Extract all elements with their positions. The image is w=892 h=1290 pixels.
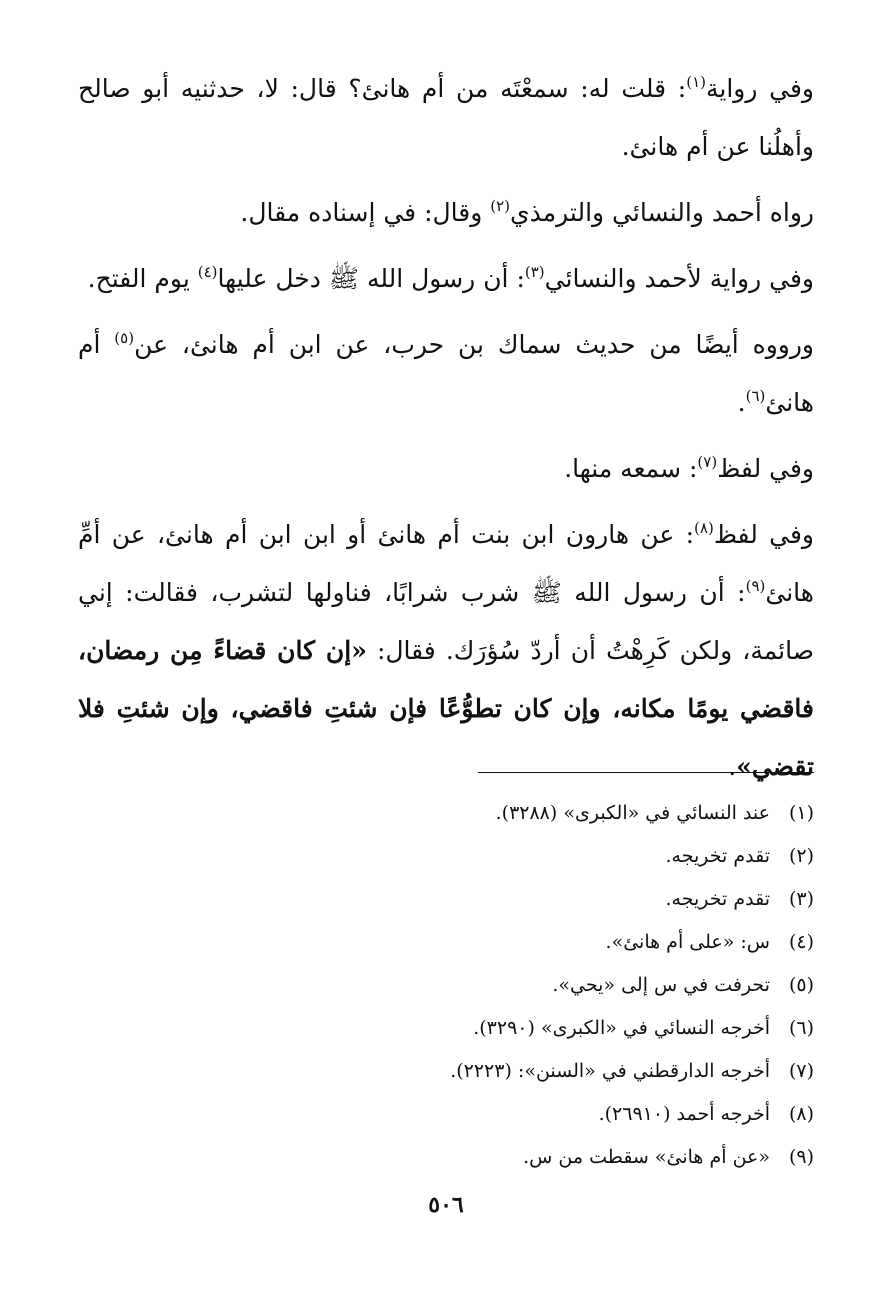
paragraph bbox=[78, 60, 814, 176]
footnote-item bbox=[78, 964, 814, 1007]
footnote-number: (٨) bbox=[788, 1103, 814, 1125]
footnote-marker: (٥) bbox=[114, 329, 135, 347]
footnote-marker: (٩) bbox=[745, 577, 766, 595]
paragraph-text: : عن هارون ابن بنت أم هانئ أو ابن ابن أم هانئ، عن أمِّ هانئ bbox=[78, 520, 814, 607]
footnote-text: أخرجه الدارقطني في «السنن»: (٢٢٢٣). bbox=[450, 1060, 770, 1082]
footnote-marker: (٧) bbox=[697, 453, 718, 471]
footnote-item bbox=[78, 1093, 814, 1136]
paragraph-text: : قلت له: سمعْتَه من أم هانئ؟ قال: لا، حدثنيه أبو صالح وأهلُنا عن أم هانئ. bbox=[78, 74, 814, 161]
paragraph-text: يوم الفتح. bbox=[87, 264, 198, 293]
footnote-marker: (٦) bbox=[745, 387, 766, 405]
footnote-marker: (٢) bbox=[490, 197, 511, 215]
hadith-quote: «إن كان قضاءً مِن رمضان، فاقضي يومًا مكانه، وإن كان تطوُّعًا فإن شئتِ فاقضي، وإن شئتِ فلا تقضي» bbox=[78, 636, 814, 781]
footnote-text: تحرفت في س إلى «يحي». bbox=[552, 974, 770, 996]
paragraph bbox=[78, 184, 814, 242]
paragraph-text: وفي لفظ bbox=[713, 520, 814, 549]
footnote-text: س: «على أم هانئ». bbox=[605, 931, 770, 953]
footnote-item bbox=[78, 1050, 814, 1093]
footnote-number: (٣) bbox=[788, 888, 814, 910]
footnote-number: (٩) bbox=[788, 1146, 814, 1168]
footnote-text: تقدم تخريجه. bbox=[665, 888, 770, 910]
footnote-item bbox=[78, 1007, 814, 1050]
footnote-number: (٧) bbox=[788, 1060, 814, 1082]
paragraph-text: وفي لفظ bbox=[717, 454, 814, 483]
footnote-marker: (٨) bbox=[694, 519, 714, 537]
paragraph-text: وقال: في إسناده مقال. bbox=[240, 198, 491, 227]
paragraph-text: أم هانئ bbox=[78, 330, 814, 417]
footnote-item bbox=[78, 878, 814, 921]
paragraph-text: : سمعه منها. bbox=[564, 454, 698, 483]
footnote-marker: (٤) bbox=[197, 263, 218, 281]
main-text bbox=[78, 60, 814, 796]
footnote-number: (١) bbox=[788, 802, 814, 824]
paragraph-text: : أن رسول الله ﷺ شرب شرابًا، فناولها لتشرب، فقالت: إني صائمة، ولكن كَرِهْتُ أن أردّ سُؤرَك. فقال: bbox=[78, 578, 814, 665]
paragraph-text: وفي رواية لأحمد والنسائي bbox=[544, 264, 814, 293]
paragraph-text: ورووه أيضًا من حديث سماك بن حرب، عن ابن أم هانئ، عن bbox=[134, 330, 814, 359]
paragraph bbox=[78, 506, 814, 796]
paragraph bbox=[78, 440, 814, 498]
footnote-text: «عن أم هانئ» سقطت من س. bbox=[523, 1146, 770, 1168]
footnote-marker: (٣) bbox=[524, 263, 545, 281]
footnote-marker: (١) bbox=[686, 73, 706, 91]
paragraph-text: رواه أحمد والنسائي والترمذي bbox=[510, 198, 814, 227]
footnote-item bbox=[78, 792, 814, 835]
footnote-item bbox=[78, 1136, 814, 1179]
footnote-number: (٤) bbox=[788, 931, 814, 953]
footnote-number: (٥) bbox=[788, 974, 814, 996]
paragraph-text: . bbox=[728, 752, 737, 781]
footnote-number: (٦) bbox=[788, 1017, 814, 1039]
paragraph-text: . bbox=[737, 388, 746, 417]
footnote-text: تقدم تخريجه. bbox=[665, 845, 770, 867]
footnotes-section bbox=[78, 792, 814, 1179]
footnote-text: أخرجه أحمد (٢٦٩١٠). bbox=[598, 1103, 770, 1125]
footnote-separator bbox=[478, 772, 814, 773]
page-number: ٥٠٦ bbox=[428, 1192, 464, 1218]
footnote-number: (٢) bbox=[788, 845, 814, 867]
footnote-item bbox=[78, 835, 814, 878]
footnote-item bbox=[78, 921, 814, 964]
paragraph bbox=[78, 250, 814, 308]
document-page bbox=[78, 60, 814, 796]
footnote-text: أخرجه النسائي في «الكبرى» (٣٢٩٠). bbox=[473, 1017, 770, 1039]
paragraph bbox=[78, 316, 814, 432]
footnote-text: عند النسائي في «الكبرى» (٣٢٨٨). bbox=[495, 802, 770, 824]
paragraph-text: : أن رسول الله ﷺ دخل عليها bbox=[217, 264, 525, 293]
paragraph-text: وفي رواية bbox=[706, 74, 814, 103]
